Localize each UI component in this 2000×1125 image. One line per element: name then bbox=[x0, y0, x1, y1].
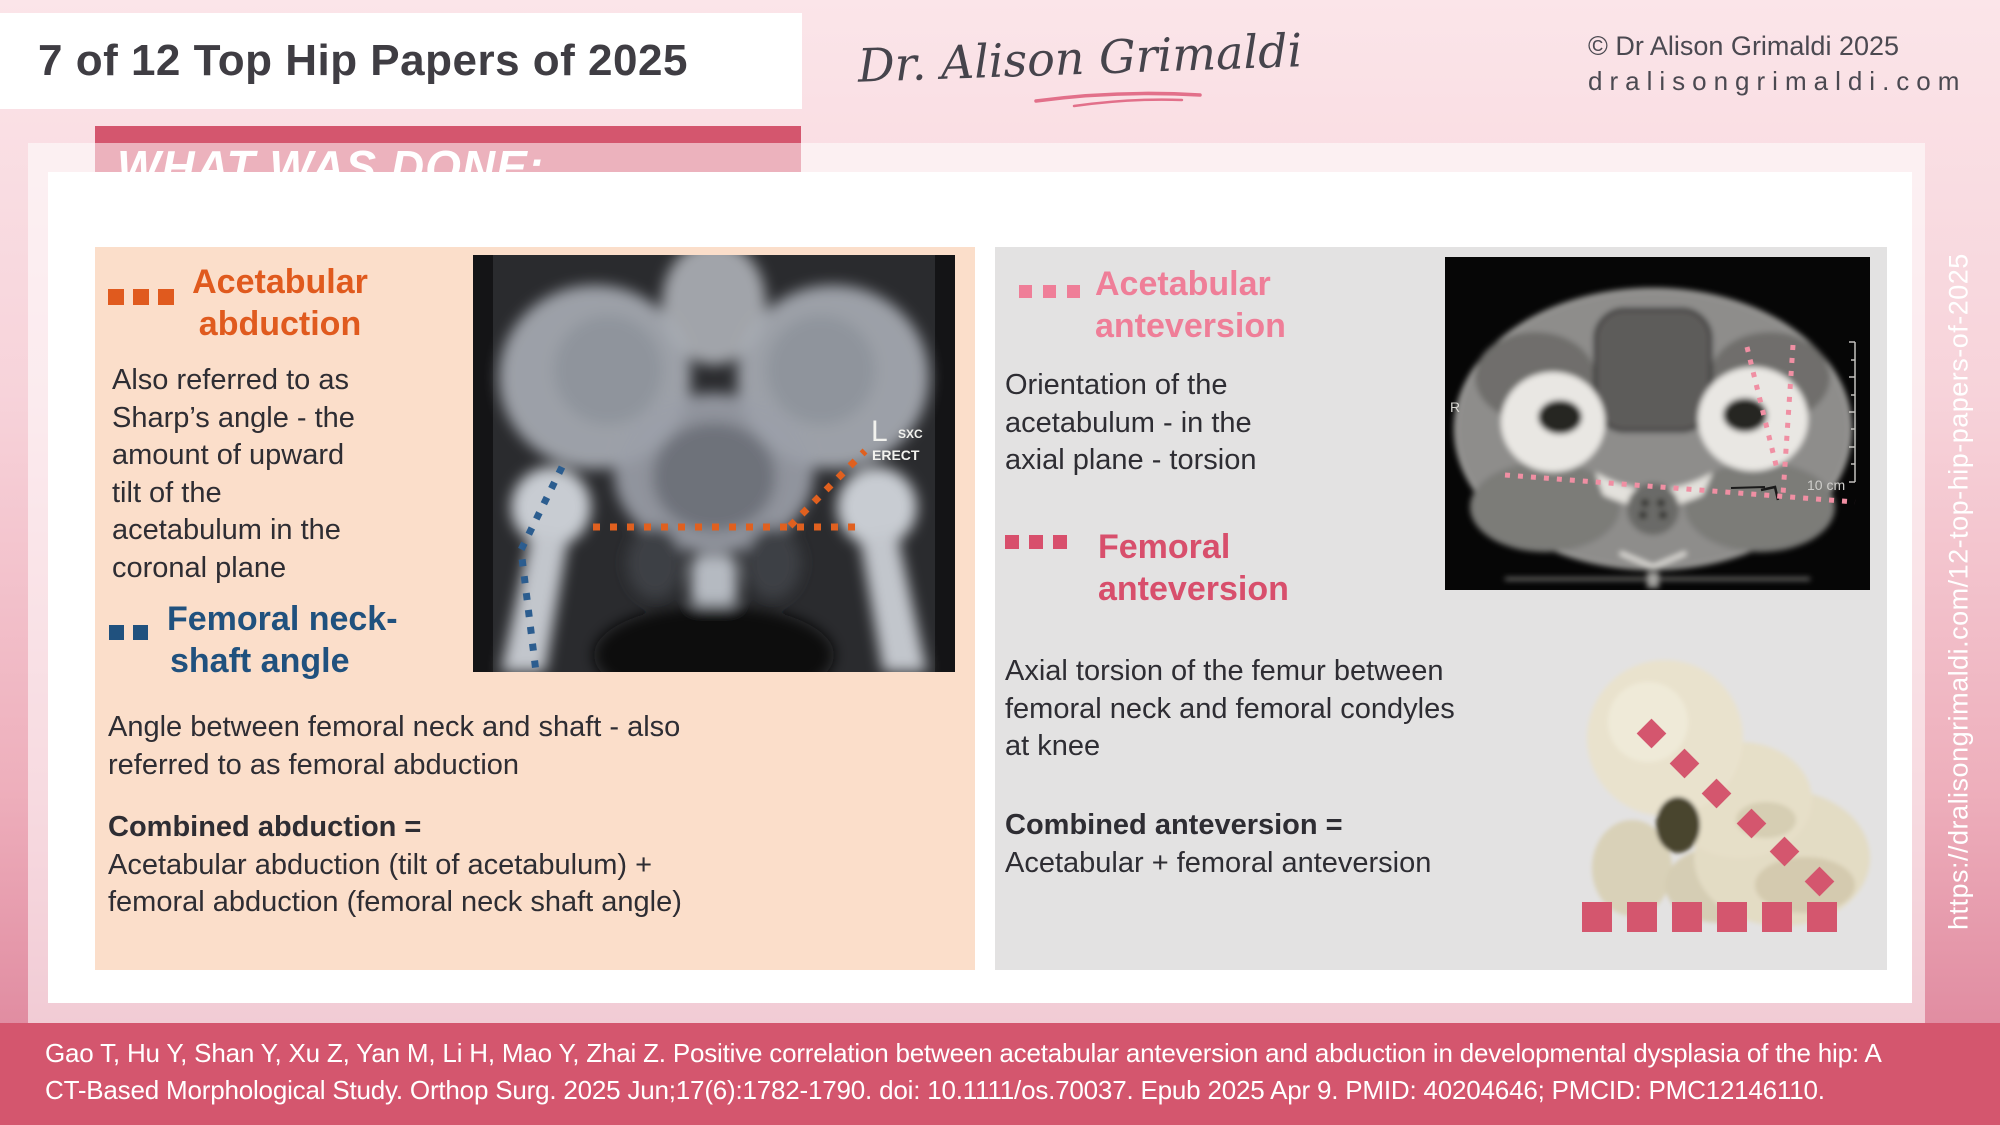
combined-anteversion-label: Combined anteversion = bbox=[1005, 809, 1343, 841]
combined-abduction-label: Combined abduction = bbox=[108, 811, 422, 843]
copyright-block bbox=[1588, 28, 1966, 98]
citation-line-2: CT-Based Morphological Study. Orthop Surg. 2025 Jun;17(6):1782-1790. doi: 10.1111/os.70037. Epub 2025 Apr 9. PMID: 40204646; PMCID: PMC12146110. bbox=[45, 1075, 1825, 1105]
signature-logo: Dr. Alison Grimaldi bbox=[856, 23, 1304, 93]
copyright-text: © Dr Alison Grimaldi 2025 bbox=[1588, 31, 1900, 61]
femoral-neck-shaft-description: Angle between femoral neck and shaft - also referred to as femoral abduction bbox=[108, 711, 681, 781]
combined-abduction-block: Combined abduction = Acetabular abduction (tilt of acetabulum) + femoral abduction (femoral neck shaft angle) bbox=[108, 811, 682, 918]
acetabular-anteversion-heading: Acetabular anteversion bbox=[1095, 265, 1286, 345]
signature-underline-flourish bbox=[1032, 88, 1207, 108]
pelvis-xray-graphic bbox=[473, 255, 955, 672]
ct-scale-label: 10 cm bbox=[1807, 477, 1846, 493]
combined-anteversion-block: Combined anteversion = Acetabular + femoral anteversion bbox=[1005, 809, 1432, 879]
pink-dotted-line-icon bbox=[1019, 285, 1080, 298]
acetabular-anteversion-description: Orientation of the acetabulum - in the axial plane - torsion bbox=[1005, 369, 1257, 476]
femoral-anteversion-description: Axial torsion of the femur between femoral neck and femoral condyles at knee bbox=[1005, 655, 1455, 762]
acetabular-abduction-heading: Acetabular abduction bbox=[192, 263, 368, 343]
blue-dotted-line-icon bbox=[109, 625, 148, 640]
femur-graphic bbox=[1570, 650, 1900, 950]
femoral-neck-shaft-heading: Femoral neck- shaft angle bbox=[167, 600, 398, 680]
xray-marker-small: SXC bbox=[898, 427, 923, 441]
femoral-anteversion-heading: Femoral anteversion bbox=[1098, 528, 1289, 608]
page-url-vertical: https://dralisongrimaldi.com/12-top-hip-papers-of-2025 bbox=[1943, 253, 1974, 931]
xray-side-marker: L bbox=[871, 415, 888, 448]
pelvis-ct-image bbox=[1445, 257, 1870, 590]
abduction-panel bbox=[95, 247, 975, 970]
ct-side-marker: R bbox=[1450, 399, 1461, 415]
pelvis-ct-graphic bbox=[1445, 257, 1870, 590]
page-title: 7 of 12 Top Hip Papers of 2025 bbox=[38, 36, 688, 85]
acetabular-abduction-description: Also referred to as Sharp’s angle - the amount of upward tilt of the acetabulum in the coronal plane bbox=[112, 364, 355, 584]
rose-dotted-line-icon bbox=[1005, 535, 1067, 549]
citation-line-1: Gao T, Hu Y, Shan Y, Xu Z, Yan M, Li H, Mao Y, Zhai Z. Positive correlation between acetabular anteversion and abduction in developmental dysplasia of the hip: A bbox=[45, 1038, 1882, 1068]
title-box bbox=[0, 13, 802, 109]
pelvis-xray-image bbox=[473, 255, 955, 672]
citation-band bbox=[0, 1023, 2000, 1125]
anteversion-panel bbox=[995, 247, 1887, 970]
femur-3d-render bbox=[1570, 650, 1900, 950]
website-text: dralisongrimaldi.com bbox=[1588, 66, 1967, 96]
xray-position-marker: ERECT bbox=[872, 447, 920, 463]
